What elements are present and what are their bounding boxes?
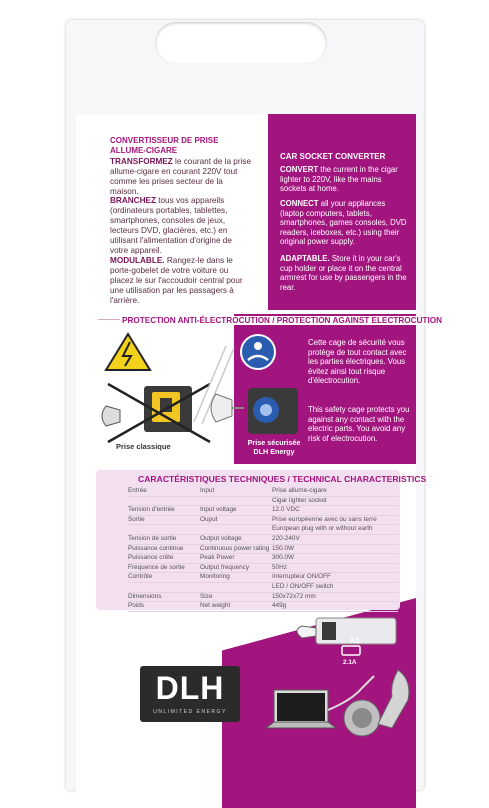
spec-label-fr: Tension de sortie [128,535,177,542]
fr-paragraph-3: MODULABLE. Rangez-le dans le porte-gobelet de votre voiture ou placez le sur l'accoudoir central pour une utilisation par les passagers à l'arrière. [110,256,243,305]
protection-text-en: This safety cage protects you against any contact with the electric parts. You avoid any risk of electrocution. [308,405,410,443]
spec-label-fr: Tension d'entrée [128,506,175,514]
dlh-logo: DLH UNLIMITED ENERGY [140,666,240,722]
classic-socket-label: Prise classique [116,442,171,451]
spec-value: European plug with or without earth [272,525,373,533]
secure-socket-label: Prise sécurisée DLH Energy [247,438,301,456]
fr-title: CONVERTISSEUR DE PRISE ALLUME-CIGARE [110,136,219,155]
spec-label-en: Peak Power [200,554,235,562]
spec-label-fr: Contrôle [128,573,153,581]
spec-value: Cigar lighter socket [272,496,327,504]
spec-label-en: Input voltage [200,506,237,514]
child-safety-icon [241,335,275,369]
protection-title: PROTECTION ANTI-ÉLECTROCUTION / PROTECTION AGAINST ELECTROCUTION [122,316,443,325]
spec-label-en: Output voltage [200,535,242,542]
spec-value: 12.0 VDC [272,506,300,514]
protection-text-fr: Cette cage de sécurité vous protège de tout contact avec les parties électriques. Vous évitez ainsi tout risque d'électrocution. [308,338,407,385]
hang-tab-hole [155,22,327,64]
usb-count: X1 [350,636,360,645]
spec-value: Prise européenne avec ou sans terre [272,515,377,523]
en-title: CAR SOCKET CONVERTER [280,152,386,161]
converter-device-icon [297,618,396,644]
spec-value: 449g [272,602,287,610]
spec-value: Interrupteur ON/OFF [272,573,331,581]
en-paragraph-2: CONNECT all your appliances (laptop computers, tablets, smartphones, games consoles, DVD readers, iceboxes, etc.) using their original power supply. [280,199,407,246]
spec-label-fr: Sortie [128,515,145,523]
usb-amp: 2.1A [343,659,357,666]
specs-title: CARACTÉRISTIQUES TECHNIQUES / TECHNICAL CHARACTERISTICS [138,474,427,484]
spec-value: 150x72x72 mm [272,592,316,600]
spec-label-fr: Fréquence de sortie [128,563,185,571]
spec-label-en: Input [200,487,215,494]
spec-value: 50Hz [272,563,287,571]
usb-icon [342,646,360,655]
spec-value: LED / ON/OFF switch [272,583,334,590]
spec-label-en: Output frequency [200,563,250,571]
cup-holder-icon [344,700,380,736]
spec-label-en: Continuous power rating [200,544,270,552]
classic-socket-icon [102,384,210,442]
secure-socket-icon [248,388,298,434]
usage-illustration [262,600,416,750]
spec-value: 300.0W [272,554,295,562]
spec-label-fr: Puissance crête [128,554,174,562]
spec-label-en: Ouput [200,515,218,523]
spec-label-en: Monitoring [200,573,230,581]
spec-label-en: Size [200,592,213,600]
en-paragraph-1: CONVERT the current in the cigar lighter to 220V, like the mains sockets at home. [280,165,398,193]
spec-value: 220-240V [272,535,300,542]
spec-label-fr: Entrée [128,487,147,494]
spec-label-fr: Poids [128,602,144,610]
laptop-icon [266,690,336,728]
car-plug-icon [378,670,409,728]
en-paragraph-3: ADAPTABLE. Store it in your car's cup holder or place it on the central armrest for use by passengers in the rear. [280,254,407,292]
fr-paragraph-1: TRANSFORMEZ le courant de la prise allume-cigare en courant 220V tout comme les prises secteur de la maison. [110,157,252,196]
spec-label-en: Net weight [200,602,231,610]
spec-value: Prise allume-cigare [272,487,327,494]
spec-label-fr: Puissance continue [128,544,184,552]
high-voltage-warning-icon [106,334,150,370]
fr-paragraph-2: BRANCHEZ tous vos appareils (ordinateurs portables, tablettes, smartphones, consoles de jeux, lecteurs DVD, glacières, etc.) en utilisant l'alimentation d'origine de votre appareil. [110,196,232,255]
spec-value: 150.0W [272,544,295,552]
spec-label-fr: Dimensions [128,592,162,600]
